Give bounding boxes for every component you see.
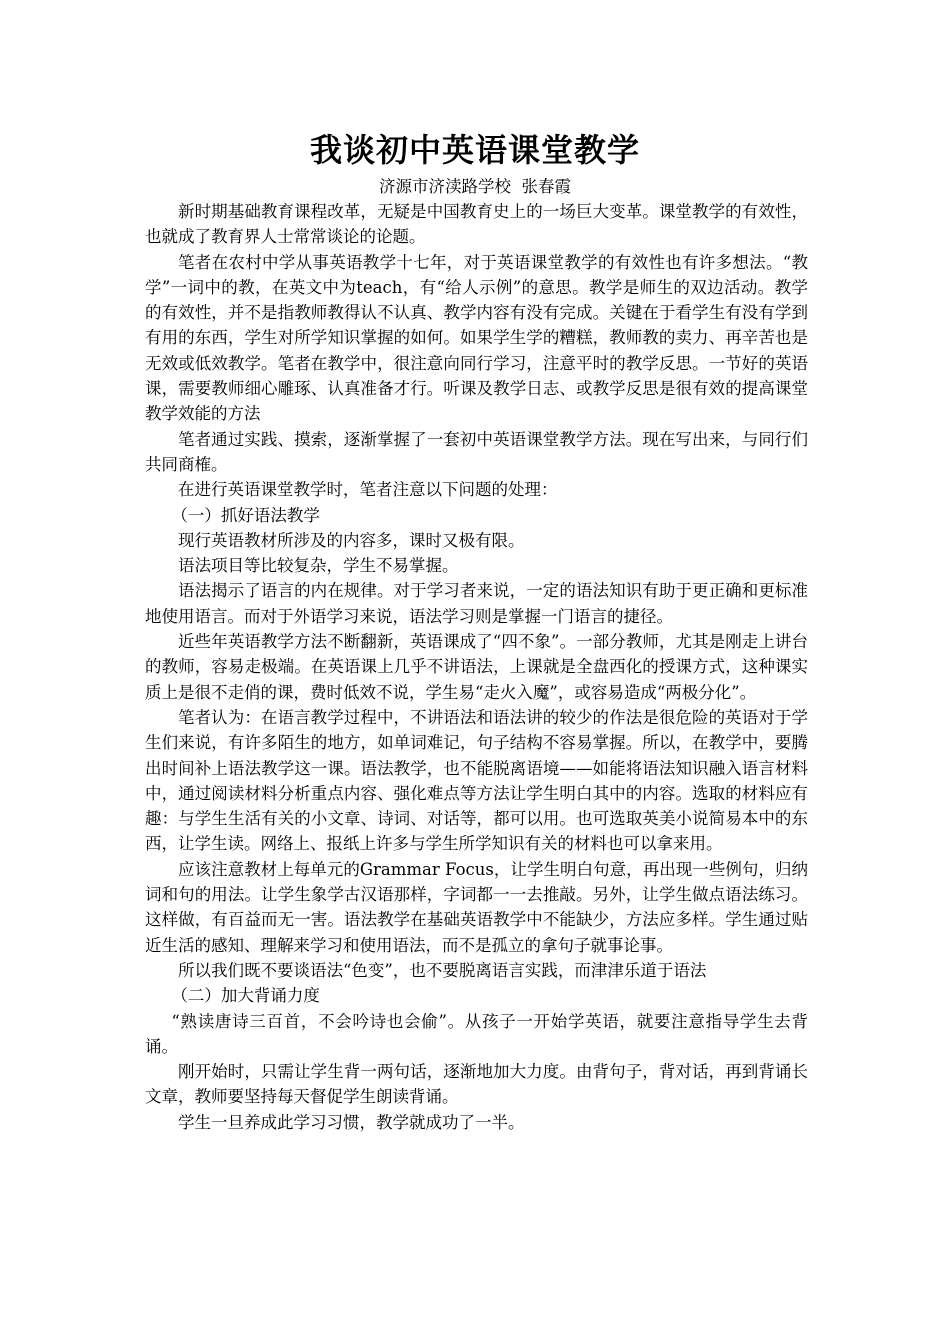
paragraph: 在进行英语课堂教学时，笔者注意以下问题的处理： [178,480,558,500]
section-heading: （一）抓好语法教学 [171,505,320,525]
section-heading: （二）加大背诵力度 [171,986,320,1006]
paragraph: “熟读唐诗三百首，不会吟诗也会偷”。从孩子一开始学英语，就要注意指导学生去背诵。 [145,1011,808,1056]
paragraph: 新时期基础教育课程改革，无疑是中国教育史上的一场巨大变革。课堂教学的有效性，也就成了教育界人士常常谈论的论题。 [145,202,808,247]
paragraph: 笔者认为：在语言教学过程中，不讲语法和语法讲的较少的作法是很危险的英语对于学生们来说，有许多陌生的地方，如单词难记，句子结构不容易掌握。所以，在教学中，要腾出时间补上语法教学这一课。语法教学，也不能脱离语境——如能将语法知识融入语言材料中，通过阅读材料分析重点内容、强化难点等方法让学生明白其中的内容。选取的材料应有趣：与学生生活有关的小文章、诗词、对话等，都可以用。也可选取英美小说简易本中的东西，让学生读。网络上、报纸上许多与学生所学知识有关的材料也可以拿来用。 [145,707,808,854]
paragraph: 近些年英语教学方法不断翻新，英语课成了“四不象”。一部分教师，尤其是刚走上讲台的教师，容易走极端。在英语课上几乎不讲语法，上课就是全盘西化的授课方式，这种课实质上是很不走俏的课，费时低效不说，学生易“走火入魔”，或容易造成“两极分化”。 [145,632,808,702]
document-title: 我谈初中英语课堂教学 [309,131,640,169]
document-body [145,199,808,1135]
author-line: 济源市济渎路学校 张春霞 [379,177,571,196]
paragraph: 语法项目等比较复杂，学生不易掌握。 [178,556,459,576]
paragraph: 笔者通过实践、摸索，逐渐掌握了一套初中英语课堂教学方法。现在写出来，与同行们共同商榷。 [145,429,808,474]
paragraph: 语法揭示了语言的内在规律。对于学习者来说，一定的语法知识有助于更正确和更标准地使用语言。而对于外语学习来说，语法学习则是掌握一门语言的捷径。 [145,581,808,626]
paragraph: 所以我们既不要谈语法“色变”，也不要脱离语言实践，而津津乐道于语法 [178,960,707,980]
paragraph: 现行英语教材所涉及的内容多，课时又极有限。 [178,530,525,550]
paragraph: 应该注意教材上每单元的Grammar Focus，让学生明白句意，再出现一些例句，归纳词和句的用法。让学生象学古汉语那样，字词都一一去推敲。另外，让学生做点语法练习。这样做，有百益而无一害。语法教学在基础英语教学中不能缺少，方法应多样。学生通过贴近生活的感知、理解来学习和使用语法，而不是孤立的拿句子就事论事。 [145,859,808,955]
paragraph: 笔者在农村中学从事英语教学十七年，对于英语课堂教学的有效性也有许多想法。“教学”一词中的教，在英文中为teach，有“给人示例”的意思。教学是师生的双边活动。教学的有效性，并不是指教师教得认不认真、教学内容有没有完成。关键在于看学生有没有学到有用的东西，学生对所学知识掌握的如何。如果学生学的糟糕，教师教的卖力、再辛苦也是无效或低效教学。笔者在教学中，很注意向同行学习，注意平时的教学反思。一节好的英语课，需要教师细心雕琢、认真准备才行。听课及教学日志、或教学反思是很有效的提高课堂教学效能的方法 [145,252,808,424]
paragraph: 学生一旦养成此学习习惯，教学就成功了一半。 [178,1112,525,1132]
paragraph: 刚开始时，只需让学生背一两句话，逐渐地加大力度。由背句子，背对话，再到背诵长文章，教师要坚持每天督促学生朗读背诵。 [145,1062,808,1107]
